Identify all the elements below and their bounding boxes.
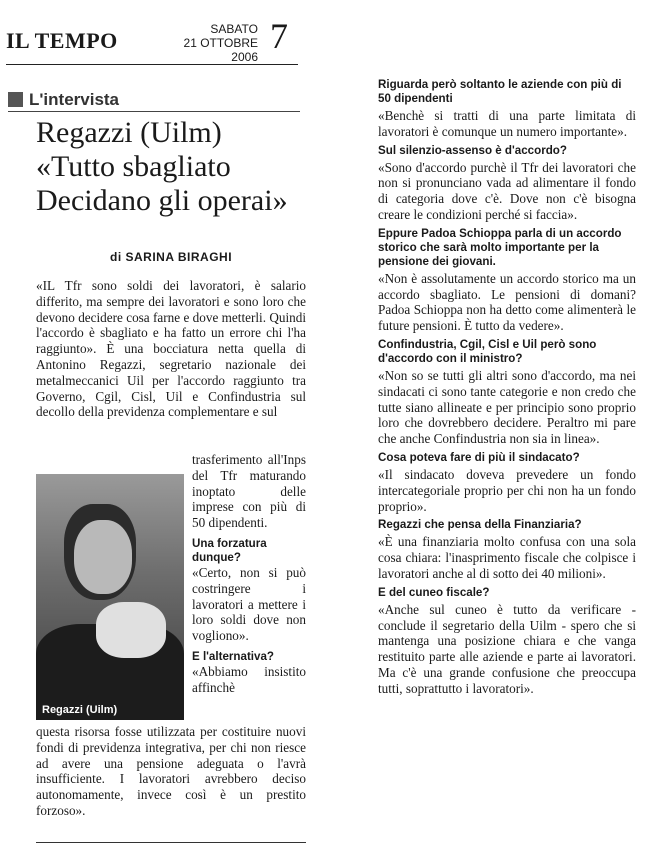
bottom-rule [36,842,306,843]
answer: «Non è assolutamente un accordo storico ma un accordo sbagliato. Le pensioni di domani? Padoa Schioppa non ha detto come alimenterà le future pensioni. È tutto da vedere». [378,270,636,334]
photo-hand [96,602,166,658]
section-label [8,90,119,110]
question: Cosa poteva fare di più il sindacato? [378,450,580,464]
date: 21 OTTOBRE 2006 [183,36,258,64]
headline-line: Regazzi (Uilm) [36,116,222,149]
headline [36,116,336,218]
page-number: 7 [270,16,288,56]
photo-caption: Regazzi (Uilm) [42,704,118,716]
headline-line: Decidano gli operai» [36,184,288,217]
answer: «Anche sul cuneo è tutto da verificare - conclude il segretario della Uilm - spero che si mantenga una posizione chiara e che vanga restituito parte alle aziende e parte ai lavoratori. Ma c'è una grande confusione che preoccupa tutti, soprattutto i lavoratori». [378,601,636,696]
question: Sul silenzio-assenso è d'accordo? [378,143,567,157]
question: Una forzatura dunque? [192,536,267,564]
answer: «Non so se tutti gli altri sono d'accordo, ma nei sindacati ci sono tante categorie e non credo che tutte siano allineate e per principio sono proprio loro che dovrebbero decidere. Peraltro mi pare che anche Confindustria non sia in linea». [378,367,636,447]
question: E del cuneo fiscale? [378,585,490,599]
photo-face [74,520,132,594]
right-column [378,74,636,699]
question: Regazzi che pensa della Finanziaria? [378,518,582,532]
question: Riguarda però soltanto le aziende con più di 50 dipendenti [378,78,622,105]
narrow-column [192,452,306,696]
answer: «Benchè si tratti di una parte limitata di lavoratori è comunque un numero importante». [378,108,636,139]
answer: «Certo, non si può costringere i lavoratori a mettere i loro soldi dove non vogliono». [192,564,306,644]
answer: «Il sindacato doveva prevedere un fondo intercategoriale proprio per chi non ha un fondo proprio». [378,466,636,514]
question: Eppure Padoa Schioppa parla di un accordo storico che sarà molto importante per la pensione dei giovani. [378,226,622,268]
section-box-icon [8,92,23,107]
headline-line: «Tutto sbagliato [36,150,231,183]
byline: di SARINA BIRAGHI [110,250,233,264]
section-rule [8,111,300,112]
section-text: L'intervista [29,90,120,109]
top-rule [6,64,298,65]
date-block [158,22,258,64]
masthead: IL TEMPO [6,28,118,53]
photo [36,474,184,720]
narrow-paragraph: trasferimento all'Inps del Tfr maturando inoptato delle imprese con più di 50 dipendenti. [192,452,306,531]
lead-paragraph: «IL Tfr sono soldi dei lavoratori, è salario differito, ma sempre dei lavoratori e sono loro che devono decidere cosa farne e dove metterli. Quindi l'accordo è sbagliato e ha fatto un errore chi l'ha raggiunto». È una bocciatura netta quella di Antonino Regazzi, segretario nazionale dei metalmeccanici Uil per l'accordo raggiunto tra Governo, Cgil, Cisl, Uil e Confindustria sul decollo della previdenza complementare e sul [36,278,306,420]
answer: «È una finanziaria molto confusa con una sola cosa chiara: l'inasprimento fiscale che colpisce i lavoratori anche al di sotto dei 40 milioni». [378,534,636,581]
answer: «Abbiamo insistito affinchè [192,663,306,695]
day: SABATO [210,22,258,36]
question: E l'alternativa? [192,649,275,663]
tail-paragraph: questa risorsa fosse utilizzata per costituire nuovi fondi di previdenza integrativa, per chi non riesce ad avere una pensione adeguata o l'avrà insufficiente. I lavoratori avrebbero deciso autonomamente, invece così è un prestito forzoso». [36,724,306,818]
question: Confindustria, Cgil, Cisl e Uil però sono d'accordo con il ministro? [378,337,597,365]
answer: «Sono d'accordo purchè il Tfr dei lavoratori che non si pronunciano vada ad alimentare il fondo di categoria dove c'è. Dove non c'è bisogna creare le condizioni perché si faccia». [378,159,636,222]
